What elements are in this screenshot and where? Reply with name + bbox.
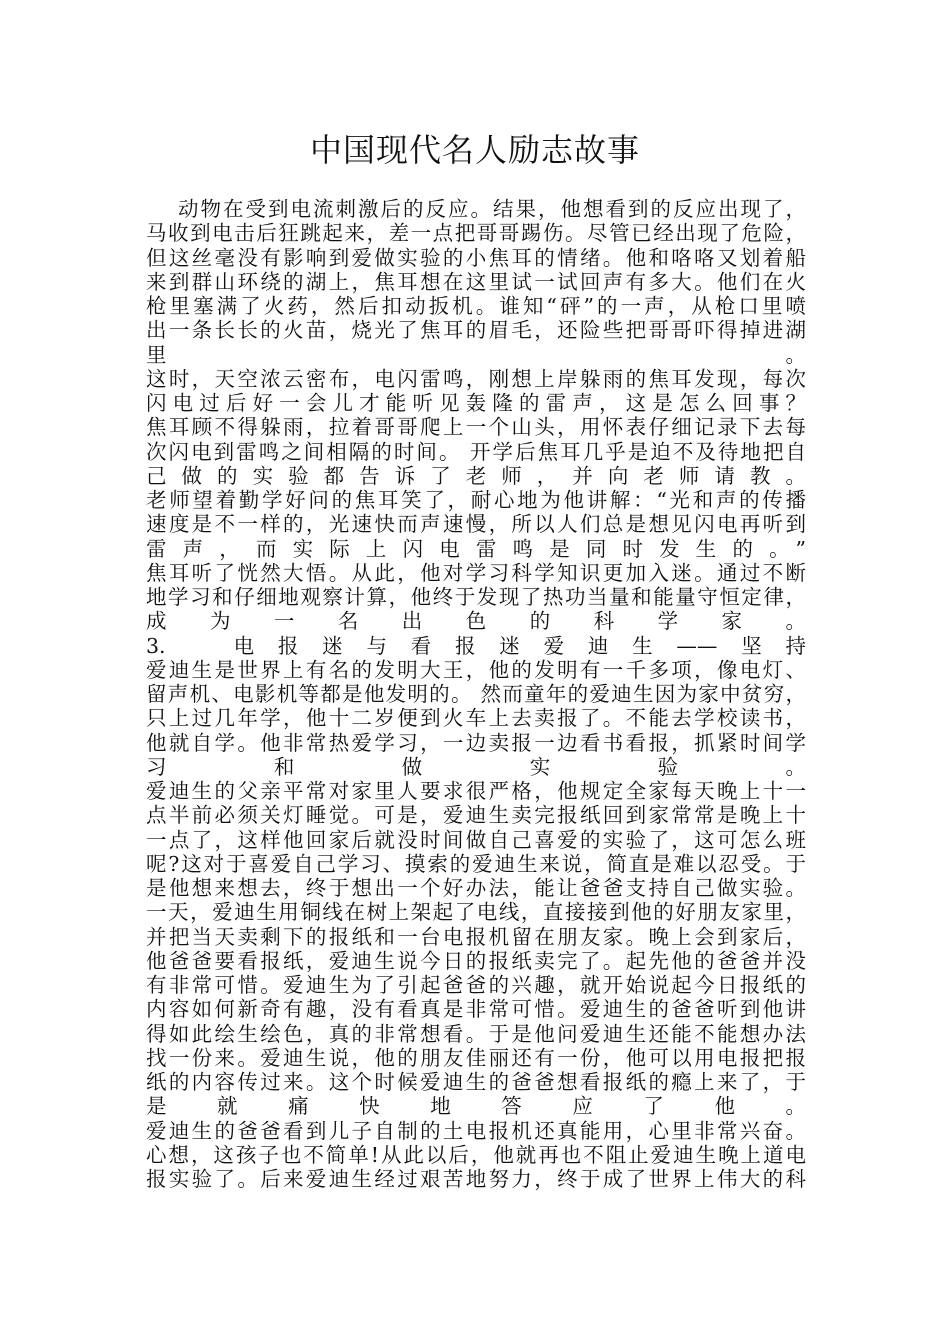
text-line: 老师望着勤学好问的焦耳笑了，耐心地为他讲解：“光和声的传播: [146, 488, 806, 512]
text-line: 来到群山环绕的湖上，焦耳想在这里试一试回声有多大。他们在火: [146, 269, 806, 294]
text-line: 只上过几年学，他十二岁便到火车上去卖报了。不能去学校读书，: [146, 706, 806, 731]
text-line: 一点了，这样他回家后就没时间做自己喜爱的实验了，这可怎么班: [146, 827, 806, 852]
text-line: 报实验了。后来爱迪生经过艰苦地努力，终于成了世界上伟大的科: [146, 1167, 806, 1191]
text-line: 他就自学。他非常热爱学习，一边卖报一边看书看报，抓紧时间学: [146, 730, 806, 755]
text-line: 成为一名出色的科学家。: [146, 609, 806, 634]
text-line: 速度是不一样的，光速快而声速慢，所以人们总是想见闪电再听到: [146, 512, 806, 537]
text-line: 枪里塞满了火药，然后扣动扳机。谁知“砰”的一声，从枪口里喷: [146, 294, 806, 318]
text-line: 里 。: [146, 342, 806, 367]
text-line: 一天，爱迪生用铜线在树上架起了电线，直接接到他的好朋友家里，: [146, 900, 806, 925]
text-line: 有非常可惜。爱迪生为了引起爸爸的兴趣，就开始说起今日报纸的: [146, 973, 806, 997]
text-line: 他爸爸要看报纸，爱迪生说今日的报纸卖完了。起先他的爸爸并没: [146, 948, 806, 973]
text-line: 爱迪生是世界上有名的发明大王，他的发明有一千多项，像电灯、: [146, 657, 806, 682]
text-line: 内容如何新奇有趣，没有看真是非常可惜。爱迪生的爸爸听到他讲: [146, 997, 806, 1022]
text-line: 地学习和仔细地观察计算，他终于发现了热功当量和能量守恒定律，: [146, 585, 806, 609]
text-line: 动物在受到电流刺激后的反应。结果，他想看到的反应出现了，: [178, 197, 806, 221]
text-line: 这时，天空浓云密布，电闪雷鸣，刚想上岸躲雨的焦耳发现，每次: [146, 366, 806, 391]
text-line: 得如此绘生绘色，真的非常想看。于是他问爱迪生还能不能想办法: [146, 1021, 806, 1046]
document-title: 中国现代名人励志故事: [309, 131, 640, 169]
text-line: 纸的内容传过来。这个时候爱迪生的爸爸想看报纸的瘾上来了，于: [146, 1070, 806, 1094]
text-line: 但这丝毫没有影响到爱做实验的小焦耳的情绪。他和咯咯又划着船: [146, 245, 806, 270]
text-line: 己做的实验都告诉了老师，并向老师请教。: [146, 463, 806, 488]
text-line: 次闪电到雷鸣之间相隔的时间。 开学后焦耳几乎是迫不及待地把自: [146, 439, 806, 464]
text-line: 闪电过后好一会儿才能听见轰隆的雷声，这是怎么回事？: [146, 391, 806, 415]
text-line: 焦耳听了恍然大悟。从此，他对学习科学知识更加入迷。通过不断: [146, 560, 806, 585]
text-line: 出一条长长的火苗，烧光了焦耳的眉毛，还险些把哥哥吓得掉进湖: [146, 318, 806, 343]
text-line: 是他想来想去，终于想出一个好办法，能让爸爸支持自己做实验。: [146, 876, 806, 900]
document-body: [146, 197, 806, 1191]
text-line: 并把当天卖剩下的报纸和一台电报机留在朋友家。晚上会到家后，: [146, 924, 806, 949]
text-line: 呢?这对于喜爱自己学习、摸索的爱迪生来说，简直是难以忍受。于: [146, 851, 806, 876]
text-line: 习和做实验。: [146, 754, 806, 779]
text-line: 焦耳顾不得躲雨，拉着哥哥爬上一个山头，用怀表仔细记录下去每: [146, 415, 806, 440]
text-line: 爱迪生的父亲平常对家里人要求很严格，他规定全家每天晚上十一: [146, 779, 806, 803]
text-line: 留声机、电影机等都是他发明的。 然而童年的爱迪生因为家中贫穷，: [146, 682, 806, 706]
text-line: 爱迪生的爸爸看到儿子自制的土电报机还真能用，心里非常兴奋。: [146, 1118, 806, 1143]
text-line: 马收到电击后狂跳起来，差一点把哥哥踢伤。尽管已经出现了危险，: [146, 221, 806, 246]
text-line: 是就痛快地答应了他。: [146, 1094, 806, 1119]
text-line: 心想，这孩子也不简单!从此以后，他就再也不阻止爱迪生晚上道电: [146, 1142, 806, 1167]
text-line: 雷声，而实际上闪电雷鸣是同时发生的。”: [146, 536, 806, 561]
text-line: 找一份来。爱迪生说，他的朋友佳丽还有一份，他可以用电报把报: [146, 1045, 806, 1070]
text-line: 点半前必须关灯睡觉。可是，爱迪生卖完报纸回到家常常是晚上十: [146, 803, 806, 828]
text-line: 3. 电报迷与看报迷爱迪生——坚持: [146, 633, 806, 658]
